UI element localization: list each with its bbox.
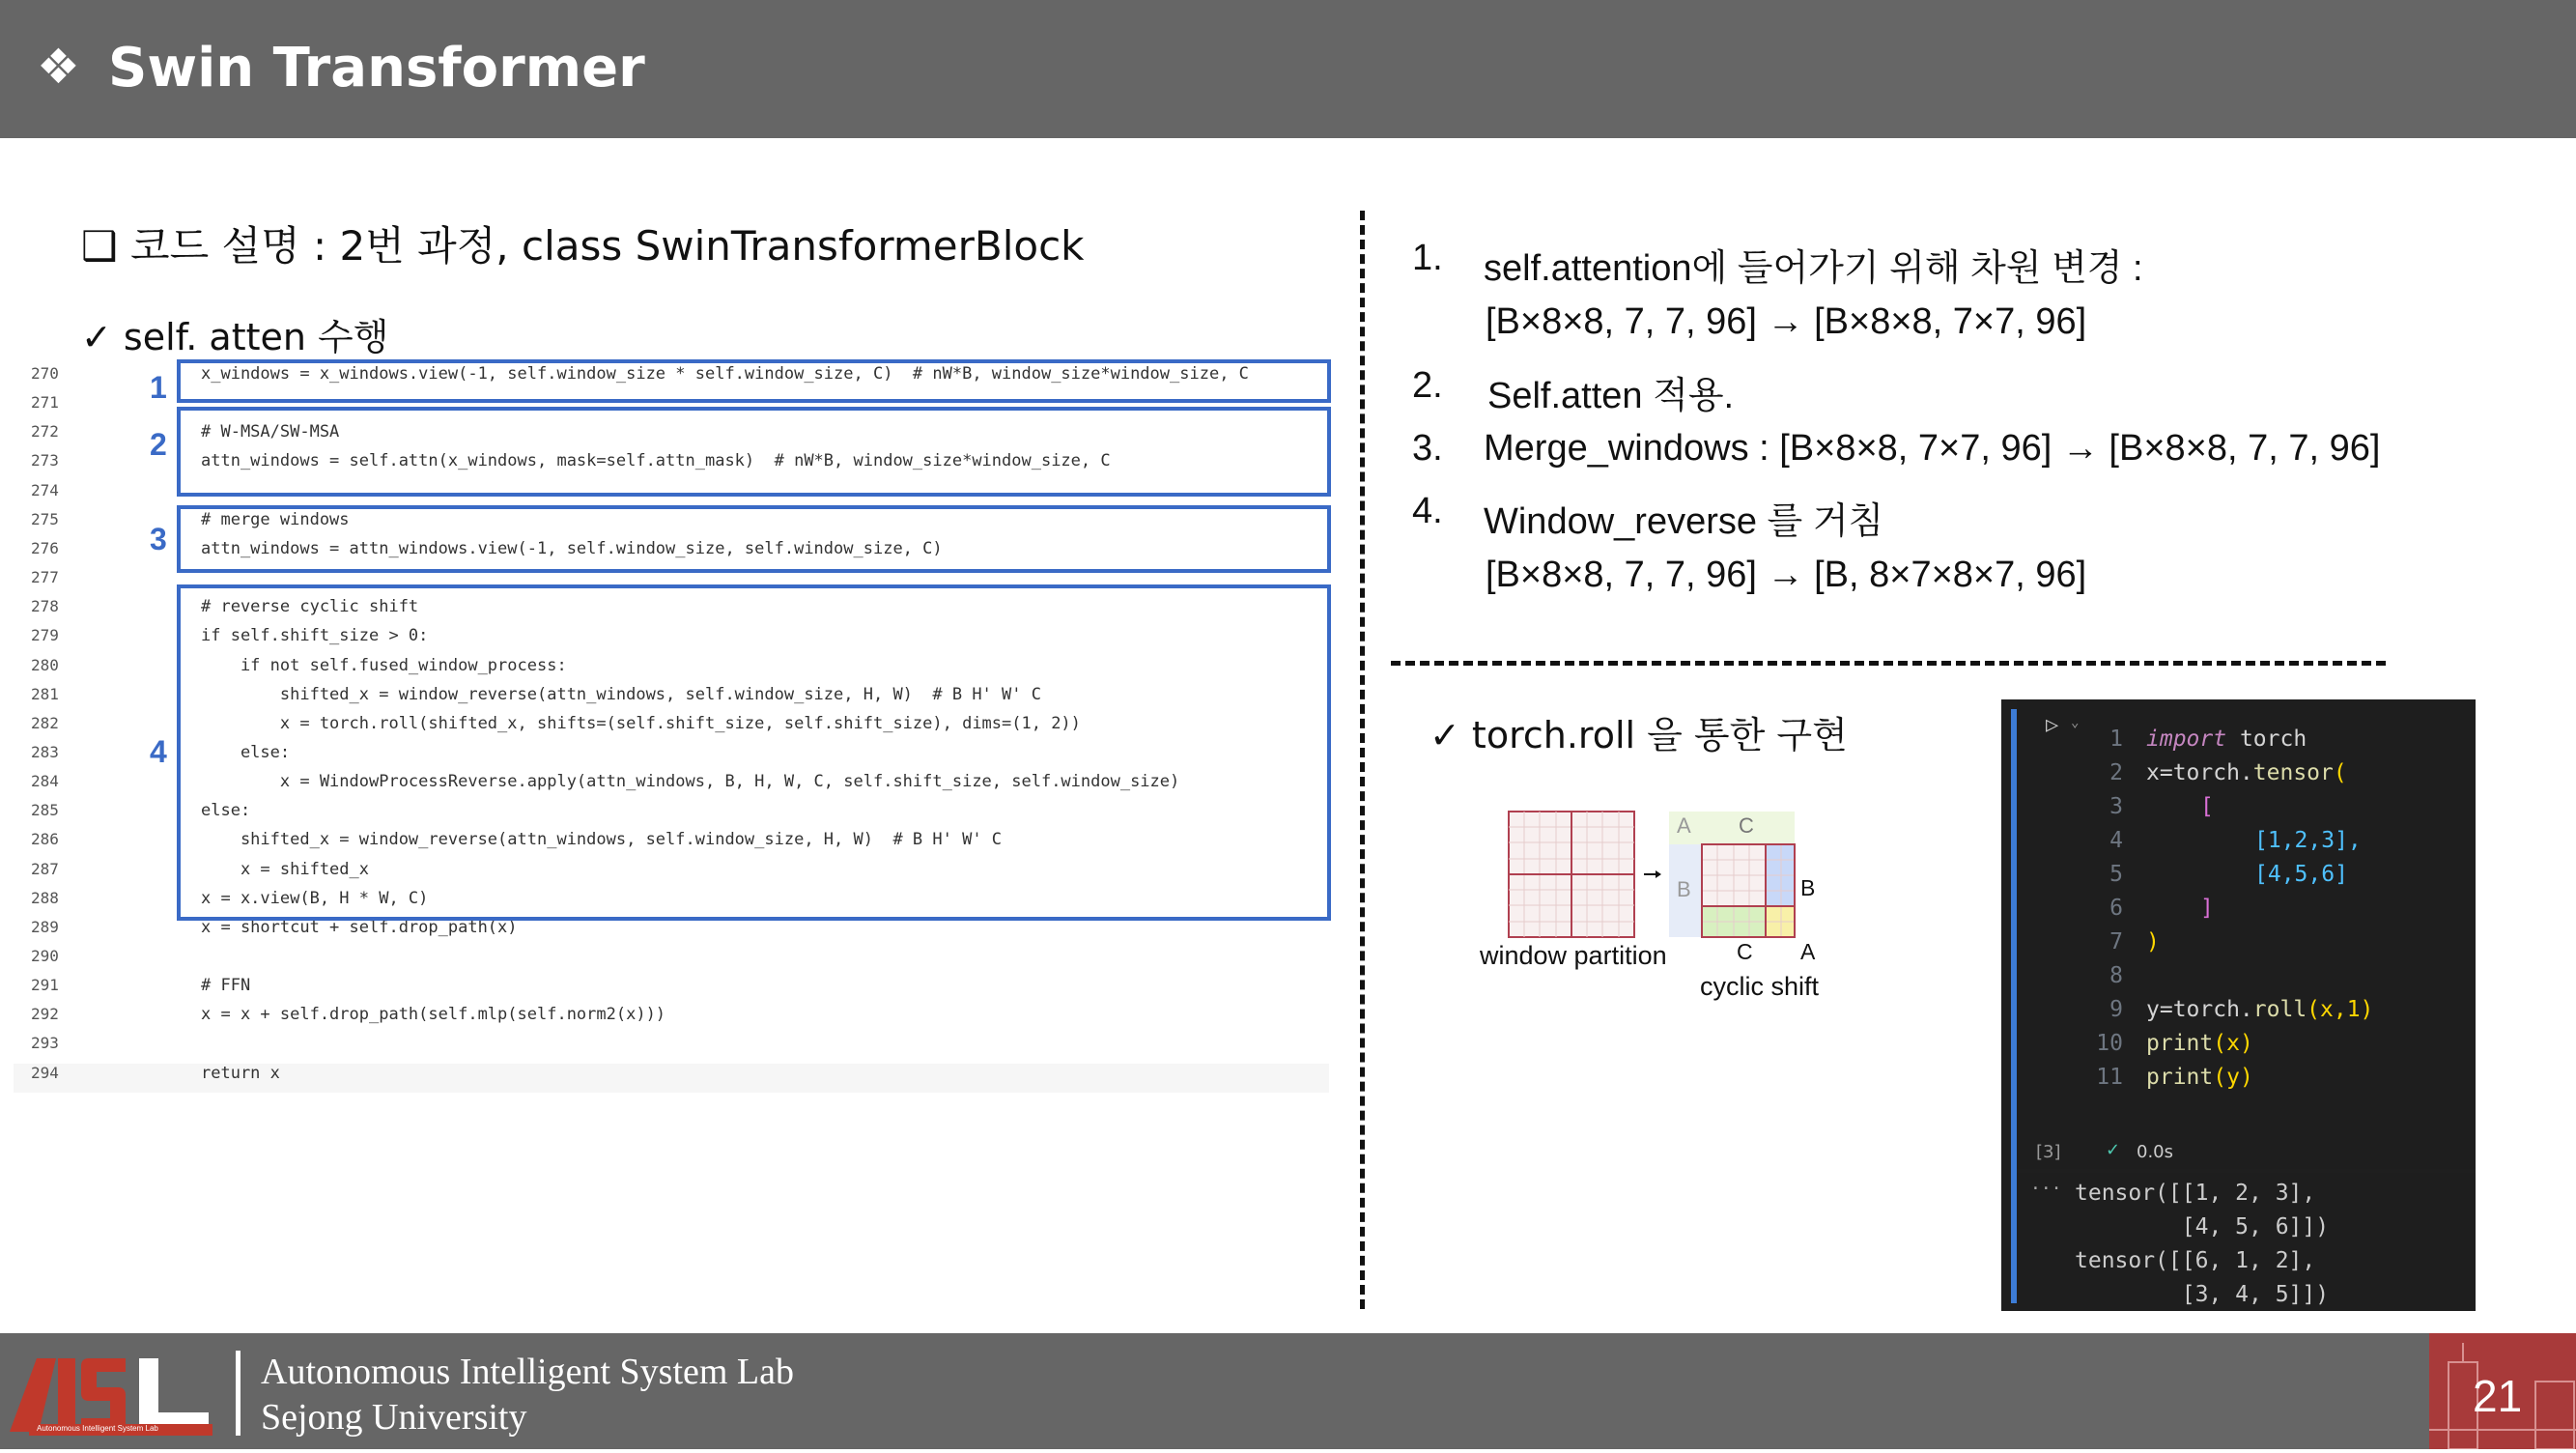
output-line: tensor([[1, 2, 3], <box>2075 1181 2316 1206</box>
line-number: 287 <box>31 859 59 878</box>
code-line-2: x=torch.tensor( <box>2146 760 2347 785</box>
window-partition-label: window partition <box>1480 941 1667 970</box>
code-line-10: print(x) <box>2146 1031 2253 1056</box>
code-text: x_windows = x_windows.view(-1, self.window_size * self.window_size, C) # nW*B, window_size*window_size, C <box>201 364 1249 384</box>
step-4-detail: [B×8×8, 7, 7, 96] → [B, 8×7×8×7, 96] <box>1486 555 2087 595</box>
line-number: 284 <box>31 772 59 791</box>
box-label-1: 1 <box>150 370 167 405</box>
line-number: 276 <box>31 538 59 557</box>
notebook-line-number: 1 <box>2109 726 2123 752</box>
vertical-divider <box>1360 211 1365 1309</box>
lab-name: Autonomous Intelligent System Lab <box>261 1352 795 1392</box>
line-number: 282 <box>31 713 59 732</box>
line-number: 291 <box>31 976 59 995</box>
shift-letter-c-top: C <box>1739 813 1754 838</box>
code-line-1: import torch <box>2146 726 2307 752</box>
highlight-box-3 <box>177 505 1331 573</box>
code-text: shifted_x = window_reverse(attn_windows, self.window_size, H, W) # B H' W' C <box>201 830 1003 850</box>
notebook-line-number: 5 <box>2109 862 2123 887</box>
code-text: x = WindowProcessReverse.apply(attn_windows, B, H, W, C, self.shift_size, self.window_size) <box>201 772 1180 792</box>
page-number: 21 <box>2473 1371 2523 1421</box>
shift-letter-b-left: B <box>1677 877 1691 901</box>
line-number: 285 <box>31 801 59 820</box>
step-4-text: Window_reverse 를 거침 <box>1484 501 1884 542</box>
step-3-number: 3. <box>1412 428 1443 469</box>
horizontal-divider <box>1391 661 2386 666</box>
code-text: x = shifted_x <box>201 859 369 879</box>
line-number: 288 <box>31 888 59 907</box>
diamond-bullet-icon: ❖ <box>37 39 80 95</box>
code-row <box>14 1064 1329 1093</box>
cell-output <box>2017 1173 2476 1311</box>
output-line: tensor([[6, 1, 2], <box>2075 1248 2316 1273</box>
code-row <box>14 918 1329 947</box>
line-number: 289 <box>31 917 59 936</box>
line-number: 294 <box>31 1063 59 1082</box>
code-row <box>14 1005 1329 1034</box>
slide-header <box>0 0 2576 138</box>
run-cell-icon[interactable]: ▷ <box>2046 713 2059 737</box>
code-line-4: [1,2,3], <box>2254 828 2362 853</box>
line-number: 273 <box>31 451 59 470</box>
notebook-code[interactable] <box>2017 699 2476 1134</box>
step-3-text: Merge_windows : [B×8×8, 7×7, 96] → [B×8×8, 7, 7, 96] <box>1484 428 2381 469</box>
output-menu-icon[interactable]: ··· <box>2030 1179 2062 1199</box>
line-number: 281 <box>31 684 59 703</box>
code-text: # reverse cyclic shift <box>201 597 419 617</box>
code-line-9: y=torch.roll(x,1) <box>2146 997 2374 1022</box>
code-text: x = torch.roll(shifted_x, shifts=(self.shift_size, self.shift_size), dims=(1, 2)) <box>201 713 1081 733</box>
notebook-line-number: 11 <box>2096 1065 2123 1090</box>
line-number: 279 <box>31 626 59 645</box>
line-number: 277 <box>31 568 59 587</box>
notebook-line-number: 7 <box>2109 929 2123 954</box>
notebook-line-number: 3 <box>2109 794 2123 819</box>
code-text: x = shortcut + self.drop_path(x) <box>201 917 518 937</box>
step-2-number: 2. <box>1412 365 1443 406</box>
code-line-11: print(y) <box>2146 1065 2253 1090</box>
code-line-6: ] <box>2200 896 2214 921</box>
output-line: [4, 5, 6]]) <box>2075 1214 2330 1239</box>
highlight-box-1 <box>177 359 1331 403</box>
box-label-3: 3 <box>150 522 167 556</box>
arrow-right-icon <box>1644 870 1661 878</box>
code-line-7: ) <box>2146 929 2160 954</box>
logo-subtitle: Autonomous Intelligent System Lab <box>37 1424 158 1433</box>
step-4-number: 4. <box>1412 491 1443 531</box>
highlight-box-2 <box>177 407 1331 497</box>
aisl-logo <box>10 1351 217 1439</box>
code-text: x = x + self.drop_path(self.mlp(self.norm2(x))) <box>201 1005 666 1025</box>
code-text: if self.shift_size > 0: <box>201 626 429 646</box>
slide-title: Swin Transformer <box>108 37 645 100</box>
notebook-line-number: 10 <box>2096 1031 2123 1056</box>
torch-roll-title: ✓ torch.roll 을 통한 구현 <box>1430 714 1848 756</box>
execution-count: [3] <box>2036 1142 2061 1162</box>
code-text: shifted_x = window_reverse(attn_windows, self.window_size, H, W) # B H' W' C <box>201 684 1041 704</box>
cyclic-shift-diagram <box>1468 802 1835 1014</box>
shift-letter-a-bottom: A <box>1800 939 1816 964</box>
line-number: 290 <box>31 947 59 965</box>
line-number: 275 <box>31 509 59 528</box>
code-text: return x <box>201 1063 280 1083</box>
code-row <box>14 976 1329 1005</box>
notebook-line-number: 4 <box>2109 828 2123 853</box>
notebook-line-number: 6 <box>2109 896 2123 921</box>
line-number: 274 <box>31 480 59 499</box>
shift-letter-b-right: B <box>1800 875 1816 900</box>
code-text: # merge windows <box>201 509 350 529</box>
line-number: 292 <box>31 1005 59 1024</box>
line-number: 270 <box>31 364 59 383</box>
execution-time: 0.0s <box>2137 1142 2174 1162</box>
cell-run-status <box>2017 1132 2476 1169</box>
cyclic-shift-label: cyclic shift <box>1700 972 1820 1001</box>
line-number: 293 <box>31 1034 59 1053</box>
line-number: 286 <box>31 830 59 849</box>
notebook-cell <box>2001 699 2476 1311</box>
step-1-text: self.attention에 들어가기 위해 차원 변경 : <box>1484 248 2143 289</box>
slide-footer <box>0 1333 2576 1449</box>
code-line-5: [4,5,6] <box>2254 862 2348 887</box>
output-line: [3, 4, 5]]) <box>2075 1282 2330 1307</box>
line-number: 283 <box>31 742 59 761</box>
chevron-down-icon[interactable]: ⌄ <box>2071 715 2080 730</box>
code-text: # W-MSA/SW-MSA <box>201 422 340 442</box>
code-text: else: <box>201 801 251 821</box>
step-2-text: Self.atten 적용. <box>1487 376 1735 416</box>
notebook-line-number: 8 <box>2109 963 2123 988</box>
code-row <box>14 1034 1329 1063</box>
section-title: ❑ 코드 설명 : 2번 과정, class SwinTransformerBlock <box>81 222 1085 270</box>
code-text: else: <box>201 742 291 762</box>
line-number: 278 <box>31 597 59 616</box>
code-text: # FFN <box>201 976 251 996</box>
code-row <box>14 947 1329 976</box>
notebook-line-number: 9 <box>2109 997 2123 1022</box>
code-text: if not self.fused_window_process: <box>201 655 567 675</box>
sub-title: ✓ self. atten 수행 <box>81 316 389 358</box>
window-partition-grid <box>1509 812 1634 937</box>
shift-letter-a-top: A <box>1677 813 1691 838</box>
line-number: 271 <box>31 393 59 413</box>
check-icon: ✓ <box>2106 1140 2121 1160</box>
step-1-number: 1. <box>1412 238 1443 278</box>
notebook-line-number: 2 <box>2109 760 2123 785</box>
code-text: x = x.view(B, H * W, C) <box>201 888 429 908</box>
shift-letter-c-bottom: C <box>1737 939 1753 964</box>
box-label-2: 2 <box>150 427 167 462</box>
university-name: Sejong University <box>261 1397 527 1438</box>
step-1-detail: [B×8×8, 7, 7, 96] → [B×8×8, 7×7, 96] <box>1486 301 2087 342</box>
code-line-3: [ <box>2200 794 2214 819</box>
line-number: 280 <box>31 655 59 674</box>
line-number: 272 <box>31 422 59 442</box>
code-text: attn_windows = attn_windows.view(-1, self.window_size, self.window_size, C) <box>201 538 943 558</box>
code-text: attn_windows = self.attn(x_windows, mask=self.attn_mask) # nW*B, window_size*window_size, C <box>201 451 1111 471</box>
highlight-box-4 <box>177 584 1331 921</box>
footer-separator <box>236 1351 241 1436</box>
box-label-4: 4 <box>150 734 167 769</box>
